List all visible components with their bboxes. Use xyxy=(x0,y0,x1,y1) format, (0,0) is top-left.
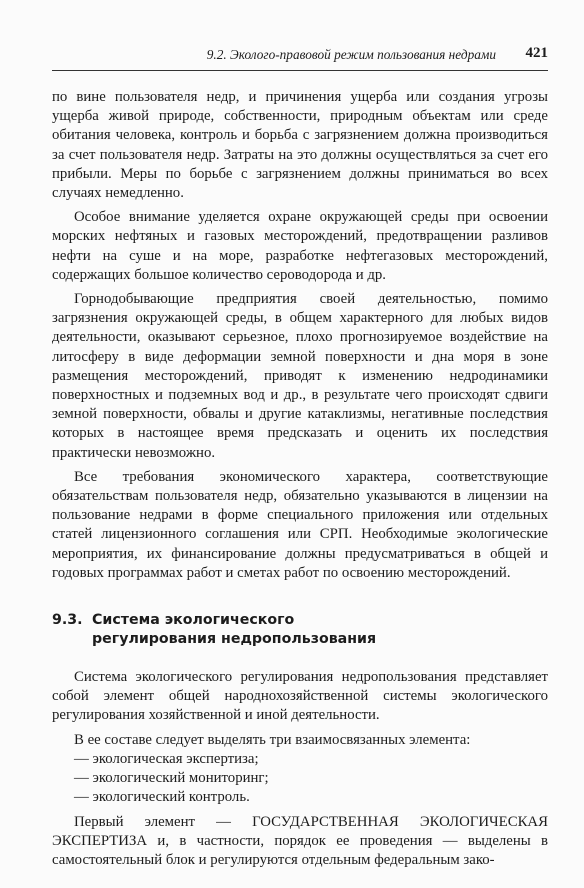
section-heading xyxy=(52,611,548,649)
section-title: Система экологического регулирования недропользования xyxy=(92,612,377,648)
running-header xyxy=(52,47,548,67)
paragraph: Горнодобывающие предприятия своей деятельностью, помимо загрязнения окружающей среды, в общем характерного для любых видов деятельности, оказывают серьезное, плохо прогнозируемое воздействие на литосферу в виде деформации земной поверхности и дна моря в зоне размещения месторождений, приводят к изменению недродинамики поверхностных и подземных вод и др., в результате чего происходят сдвиги земной поверхности, обвалы и другие катаклизмы, негативные последствия которых в настоящее время предсказать и оценить их последствия практически невозможно. xyxy=(52,291,548,461)
list-item: — экологическая экспертиза; xyxy=(52,750,548,769)
header-rule xyxy=(52,70,548,71)
running-title: 9.2. Эколого-правовой режим пользования недрами xyxy=(206,47,496,62)
page-number: 421 xyxy=(525,45,548,61)
paragraph-continued: по вине пользователя недр, и причинения ущерба или создания угрозы ущерба живой природе, собственности, природным объектам или среде обитания человека, контроль и борьба с загрязнением должна производиться за счет пользователя недр. Затраты на это должны осуществляться за счет его прибыли. Меры по борьбе с загрязнением должны приниматься во всех случаях немедленно. xyxy=(52,89,548,202)
page-body xyxy=(52,88,548,870)
list-item: — экологический мониторинг; xyxy=(52,769,548,788)
paragraph: Система экологического регулирования недропользования представляет собой элемент общей народнохозяйственной системы экологического регулирования хозяйственной и иной деятельности. xyxy=(52,669,548,724)
paragraph: В ее составе следует выделять три взаимосвязанных элемента: xyxy=(74,731,471,748)
list-item: — экологический контроль. xyxy=(52,788,548,807)
paragraph: Особое внимание уделяется охране окружающей среды при освоении морских нефтяных и газовых месторождений, предотвращении разливов нефти на суше и на море, разработке нефтегазовых месторождений, содержащих большое количество сероводорода и др. xyxy=(52,209,548,283)
section-number: 9.3. xyxy=(52,612,83,629)
paragraph: Все требования экономического характера, соответствующие обязательствам пользователя недр, обязательно указываются в лицензии на пользование недрами в форме специального приложения или отдельных статей лицензионного соглашения или СРП. Необходимые экологические мероприятия, их финансирование должны предусматриваться в общей и годовых программах работ и сметах работ по освоению месторождений. xyxy=(52,468,548,581)
paragraph: Первый элемент — ГОСУДАРСТВЕННАЯ ЭКОЛОГИЧЕСКАЯ ЭКСПЕРТИЗА и, в частности, порядок ее проведения — выделены в самостоятельный блок и регулируются отдельным федеральным зако- xyxy=(52,813,548,868)
element-list xyxy=(52,750,548,808)
